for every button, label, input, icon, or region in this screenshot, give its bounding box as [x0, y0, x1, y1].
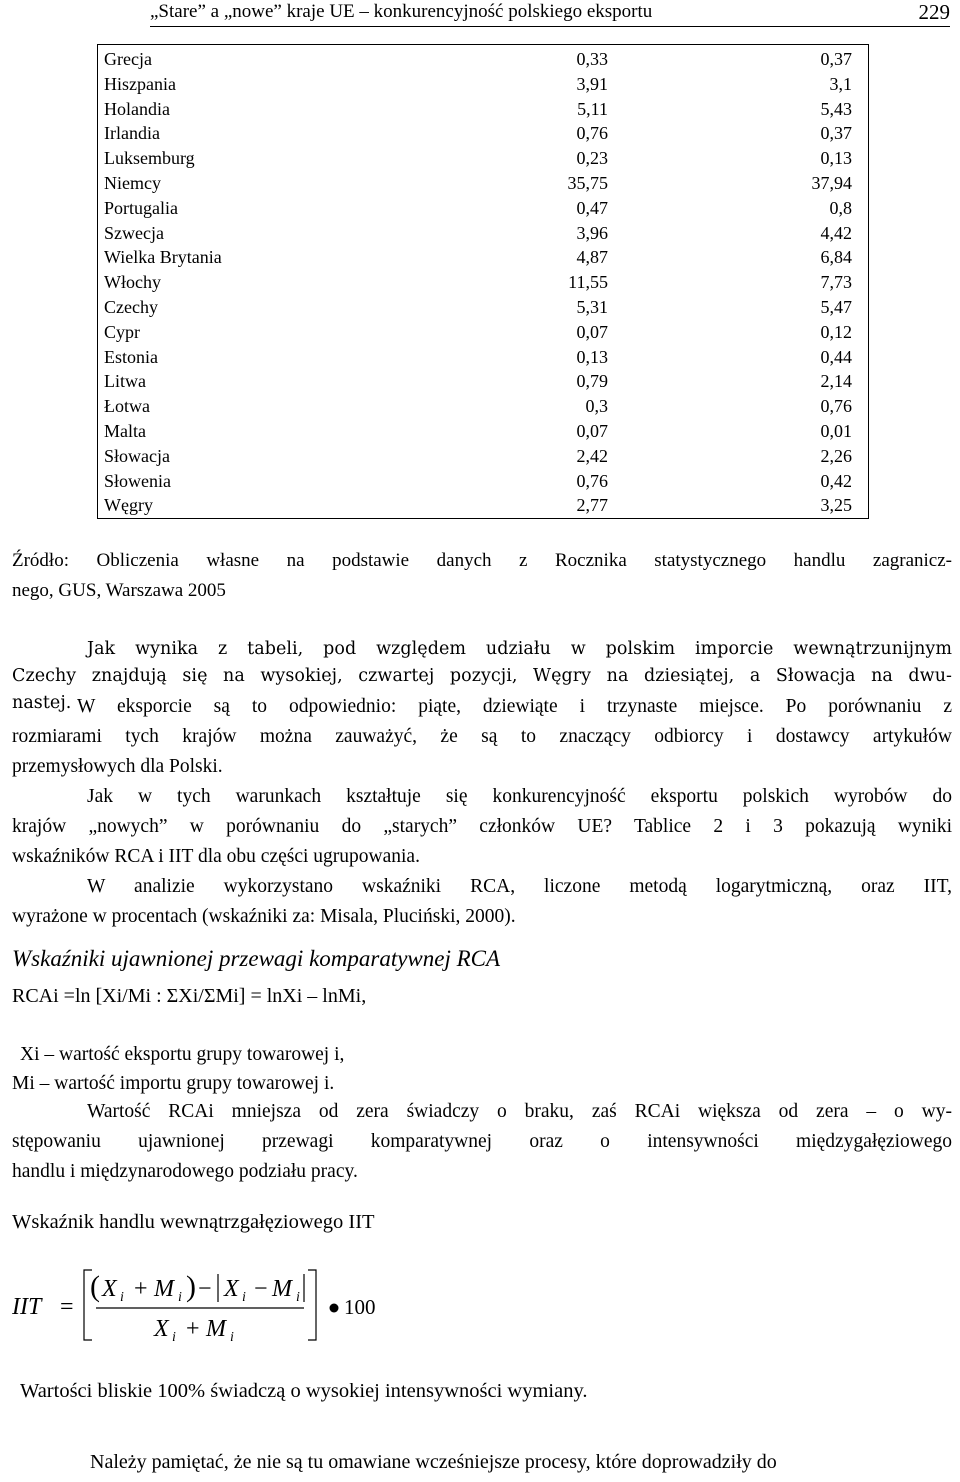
- table-row: [98, 72, 869, 97]
- text-line: handlu i międzynarodowego podziału pracy.: [12, 1161, 358, 1182]
- table-row: [98, 121, 869, 146]
- rca-heading: Wskaźniki ujawnionej przewagi komparatywnej RCA: [12, 946, 501, 971]
- den-x: X: [154, 1316, 169, 1342]
- sub-i: i: [230, 1330, 234, 1345]
- value-2-cell: 3,1: [829, 73, 852, 94]
- value-1-cell: 3,91: [576, 73, 608, 94]
- hundred: 100: [344, 1295, 376, 1319]
- value-1-cell: 4,87: [576, 247, 608, 268]
- num-m2: M: [272, 1276, 292, 1302]
- table-row: [98, 345, 869, 370]
- num-plus: +: [134, 1276, 148, 1302]
- value-1-cell: 0,13: [576, 346, 608, 367]
- country-cell: Słowacja: [104, 445, 170, 466]
- value-2-cell: 0,12: [820, 321, 852, 342]
- num-x2: X: [224, 1276, 239, 1302]
- table-row: [98, 295, 869, 320]
- table-row: [98, 469, 869, 494]
- iit-formula: [12, 1260, 512, 1360]
- definition-x: Xi – wartość eksportu grupy towarowej i,: [20, 1044, 345, 1065]
- text-line: przemysłowych dla Polski.: [12, 756, 223, 777]
- country-cell: Cypr: [104, 321, 140, 342]
- country-cell: Irlandia: [104, 123, 160, 144]
- page-number: 229: [918, 0, 950, 24]
- text-line: Jak wynika z tabeli, pod względem udziału w polskim imporcie wewnątrzunijnym: [87, 639, 952, 659]
- country-cell: Litwa: [104, 371, 146, 392]
- text-line: wyrażone w procentach (wskaźniki za: Misala, Pluciński, 2000).: [12, 906, 516, 927]
- sub-i: i: [120, 1290, 124, 1305]
- table-row: [98, 146, 869, 171]
- text-line: rozmiarami tych krajów można zauważyć, że są to znaczący odbiorcy i dostawcy artykułów: [12, 726, 952, 747]
- source-line-1: Źródło: Obliczenia własne na podstawie danych z Rocznika statystycznego handlu zagranicz-: [12, 550, 952, 571]
- num-x1: X: [102, 1276, 117, 1302]
- value-2-cell: 3,25: [820, 495, 852, 516]
- value-2-cell: 0,42: [820, 470, 852, 491]
- table-row: [98, 221, 869, 246]
- value-1-cell: 2,42: [576, 445, 608, 466]
- num-minus2: −: [254, 1276, 268, 1302]
- table-row: [98, 270, 869, 295]
- value-1-cell: 3,96: [576, 222, 608, 243]
- right-bracket: [308, 1270, 316, 1340]
- value-1-cell: 0,47: [576, 197, 608, 218]
- value-1-cell: 0,23: [576, 148, 608, 169]
- country-cell: Wielka Brytania: [104, 247, 222, 268]
- den-m: M: [206, 1316, 226, 1342]
- table-row: [98, 419, 869, 444]
- value-2-cell: 4,42: [820, 222, 852, 243]
- paren-close: ): [186, 1270, 196, 1303]
- table-row: [98, 196, 869, 221]
- country-cell: Czechy: [104, 296, 158, 317]
- text-line: krajów „nowych” w porównaniu do „starych” członków UE? Tablice 2 i 3 pokazują wyniki: [12, 816, 952, 837]
- table-row: [98, 245, 869, 270]
- num-minus: −: [198, 1276, 212, 1302]
- sub-i: i: [296, 1290, 300, 1305]
- country-cell: Luksemburg: [104, 148, 195, 169]
- value-2-cell: 2,26: [820, 445, 852, 466]
- value-2-cell: 0,76: [820, 396, 852, 417]
- value-2-cell: 6,84: [820, 247, 852, 268]
- value-1-cell: 0,76: [576, 123, 608, 144]
- table-row: [98, 493, 869, 518]
- value-2-cell: 0,01: [820, 420, 852, 441]
- value-1-cell: 0,33: [576, 49, 608, 69]
- value-2-cell: 0,44: [820, 346, 852, 367]
- value-1-cell: 0,76: [576, 470, 608, 491]
- value-2-cell: 0,37: [820, 49, 852, 69]
- text-line: stępowaniu ujawnionej przewagi komparatywnej oraz o intensywności międzygałęziowego: [12, 1131, 952, 1152]
- value-2-cell: 0,37: [820, 123, 852, 144]
- text-line: nastej.: [12, 693, 72, 713]
- country-cell: Holandia: [104, 98, 170, 119]
- paragraph-export-ranking: [12, 692, 952, 932]
- value-1-cell: 0,79: [576, 371, 608, 392]
- text-line: Wartość RCAi mniejsza od zera świadczy o braku, zaś RCAi większa od zera – o wy-: [87, 1101, 952, 1122]
- paren-open: (: [90, 1270, 100, 1303]
- table-row: [98, 394, 869, 419]
- country-cell: Grecja: [104, 49, 152, 69]
- sub-i: i: [242, 1290, 246, 1305]
- value-1-cell: 11,55: [568, 272, 608, 293]
- country-cell: Węgry: [104, 495, 153, 516]
- page-header: [150, 0, 950, 27]
- value-1-cell: 0,3: [585, 396, 608, 417]
- rca-formula: RCAi =ln [Xi/Mi : ΣXi/ΣMi] = lnXi – lnMi,: [12, 985, 367, 1007]
- value-2-cell: 0,8: [829, 197, 852, 218]
- multiply-dot: [330, 1304, 339, 1313]
- den-plus: +: [186, 1316, 200, 1342]
- table-row: [98, 97, 869, 122]
- country-cell: Hiszpania: [104, 73, 176, 94]
- sub-i: i: [178, 1290, 182, 1305]
- iit-heading: Wskaźnik handlu wewnątrzgałęziowego IIT: [12, 1211, 375, 1233]
- sub-i: i: [172, 1330, 176, 1345]
- iit-conclusion: Wartości bliskie 100% świadczą o wysokiej intensywności wymiany.: [20, 1380, 588, 1402]
- value-1-cell: 5,11: [577, 98, 608, 119]
- country-cell: Estonia: [104, 346, 158, 367]
- table-row: [98, 444, 869, 469]
- definition-m: Mi – wartość importu grupy towarowej i.: [12, 1073, 335, 1094]
- country-cell: Włochy: [104, 272, 161, 293]
- text-line: W analizie wykorzystano wskaźniki RCA, liczone metodą logarytmiczną, oraz IIT,: [87, 876, 952, 897]
- value-2-cell: 7,73: [820, 272, 852, 293]
- value-2-cell: 0,13: [820, 148, 852, 169]
- text-line: W eksporcie są to odpowiednio: piąte, dziewiąte i trzynaste miejsce. Po porównaniu z: [77, 696, 952, 717]
- export-import-table: [97, 44, 869, 519]
- value-2-cell: 5,47: [820, 296, 852, 317]
- final-text-line: Należy pamiętać, że nie są tu omawiane wcześniejsze procesy, które doprowadziły do: [90, 1451, 777, 1473]
- value-1-cell: 0,07: [576, 420, 608, 441]
- source-line-2: nego, GUS, Warszawa 2005: [12, 580, 226, 601]
- value-2-cell: 5,43: [820, 98, 852, 119]
- paragraph-rca-meaning: [12, 1097, 952, 1187]
- value-1-cell: 35,75: [567, 172, 608, 193]
- value-1-cell: 0,07: [576, 321, 608, 342]
- value-1-cell: 5,31: [576, 296, 608, 317]
- country-cell: Słowenia: [104, 470, 171, 491]
- num-m1: M: [154, 1276, 174, 1302]
- value-2-cell: 37,94: [811, 172, 852, 193]
- country-cell: Portugalia: [104, 197, 178, 218]
- formula-lhs: IIT: [12, 1294, 42, 1320]
- source-note: [12, 546, 952, 606]
- formula-equals: =: [60, 1294, 74, 1320]
- country-cell: Niemcy: [104, 172, 161, 193]
- country-cell: Szwecja: [104, 222, 164, 243]
- value-1-cell: 2,77: [576, 495, 608, 516]
- running-title: „Stare” a „nowe” kraje UE – konkurencyjność polskiego eksportu: [150, 1, 653, 22]
- rca-definitions: [12, 1040, 344, 1098]
- text-line: Jak w tych warunkach kształtuje się konkurencyjność eksportu polskich wyrobów do: [87, 786, 952, 807]
- country-cell: Malta: [104, 420, 146, 441]
- text-line: wskaźników RCA i IIT dla obu części ugrupowania.: [12, 846, 420, 867]
- value-2-cell: 2,14: [820, 371, 852, 392]
- table-row: [98, 320, 869, 345]
- table-row: [98, 171, 869, 196]
- country-cell: Łotwa: [104, 396, 150, 417]
- text-line: Czechy znajdują się na wysokiej, czwartej pozycji, Węgry na dziesiątej, a Słowacja na dwu-: [12, 666, 952, 686]
- table-row: [98, 45, 869, 72]
- table-row: [98, 369, 869, 394]
